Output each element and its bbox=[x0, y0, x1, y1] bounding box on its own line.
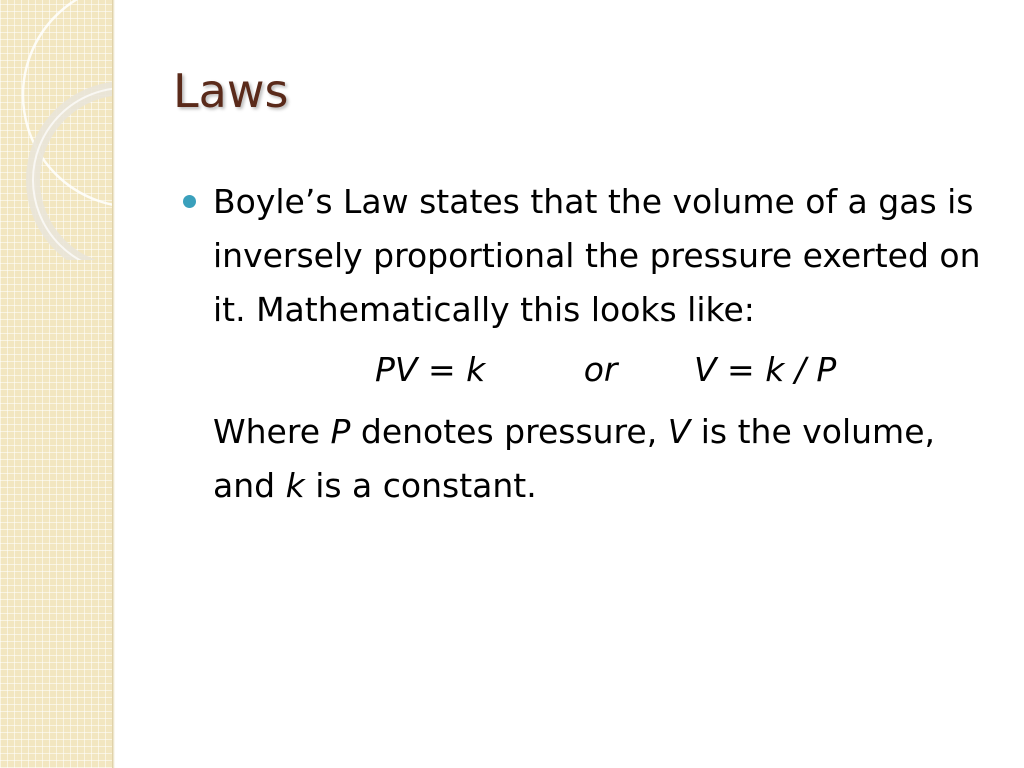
bullet-icon bbox=[183, 195, 196, 208]
variable-k: k bbox=[285, 466, 305, 505]
formula-left: PV = k bbox=[375, 350, 486, 389]
formula-line bbox=[213, 343, 1003, 397]
bullet-text: Boyle’s Law states that the volume of a gas is inversely proportional the pressure exerted on it. Mathematically this looks like: bbox=[213, 182, 981, 329]
explanation-text bbox=[213, 405, 1003, 513]
variable-v: V bbox=[667, 412, 691, 451]
explanation-part: Where bbox=[213, 412, 331, 451]
explanation-part: denotes pressure, bbox=[350, 412, 668, 451]
decorative-rings bbox=[0, 0, 113, 260]
variable-p: P bbox=[330, 412, 351, 451]
bullet-item bbox=[213, 175, 1003, 337]
formula-right: V = k / P bbox=[693, 350, 837, 389]
decorative-side-panel bbox=[0, 0, 113, 768]
explanation-part: is a constant. bbox=[304, 466, 537, 505]
formula-connector: or bbox=[583, 350, 618, 389]
side-panel-edge bbox=[112, 0, 115, 768]
explanation-part: is the volume, and bbox=[213, 412, 935, 505]
slide-title: Laws bbox=[173, 64, 289, 118]
slide-body bbox=[213, 175, 1003, 513]
